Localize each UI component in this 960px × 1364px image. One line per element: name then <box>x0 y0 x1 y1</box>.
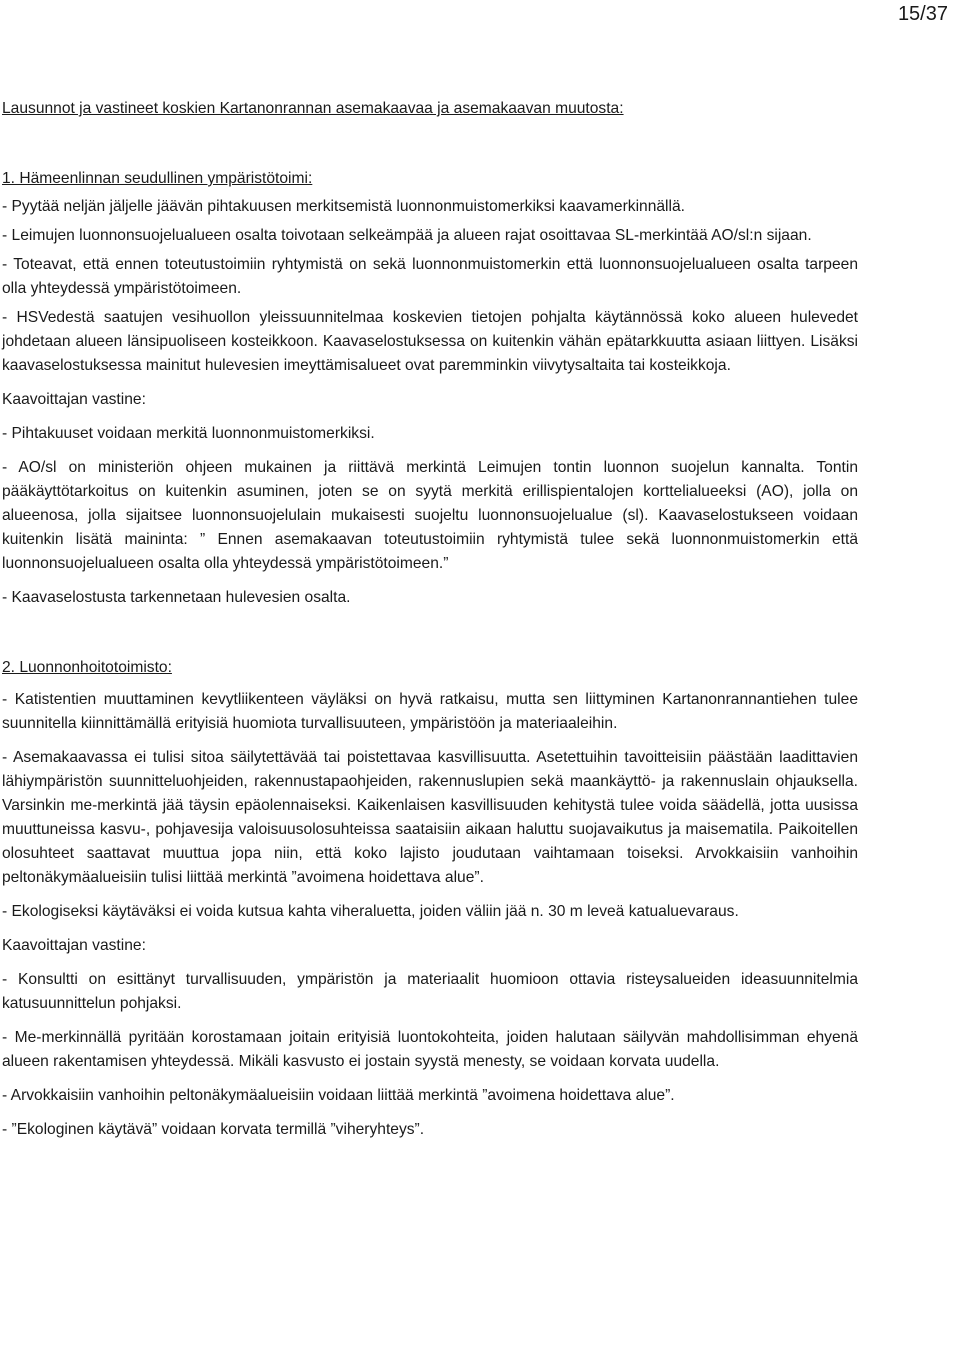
page-number: 15/37 <box>897 3 948 25</box>
response-paragraph: - Pihtakuuset voidaan merkitä luonnonmuistomerkiksi. <box>2 425 375 442</box>
response-paragraph: - Konsultti on esittänyt turvallisuuden, ympäristön ja materiaalit huomioon ottavia risteysalueiden ideasuunnitelmia katusuunnittelun pohjaksi. <box>2 971 858 1012</box>
section-title: 2. Luonnonhoitotoimisto: <box>2 659 172 676</box>
statement-paragraph: - Katistentien muuttaminen kevytliikenteen väyläksi on hyvä ratkaisu, mutta sen liittyminen Kartanonrannantiehen tulee suunnitella kiinnittämällä erityisiä huomiota turvallisuuteen, ympäristöön ja materiaaleihin. <box>2 691 858 732</box>
statement-paragraph: - Ekologiseksi käytäväksi ei voida kutsua kahta viheraluetta, joiden väliin jää n. 30 m leveä katualuevaraus. <box>2 903 739 920</box>
response-label: Kaavoittajan vastine: <box>2 937 146 954</box>
statement-paragraph: - HSVedestä saatujen vesihuollon yleissuunnitelmaa koskevien tietojen pohjalta käytännössä koko alueen hulevedet johdetaan alueen länsipuoliseen kosteikkoon. Kaavaselostuksessa on kuitenkin vähän epätarkkuutta asiaan liittyen. Lisäksi kaavaselostuksessa mainitut hulevesien imeyttämisalueet ovat paremminkin viivytysaltaita tai kosteikkoja. <box>2 309 858 374</box>
response-label: Kaavoittajan vastine: <box>2 391 146 408</box>
statement-paragraph: - Pyytää neljän jäljelle jäävän pihtakuusen merkitsemistä luonnonmuistomerkiksi kaavamerkinnällä. <box>2 198 685 215</box>
response-paragraph: - AO/sl on ministeriön ohjeen mukainen ja riittävä merkintä Leimujen tontin luonnon suojelun kannalta. Tontin pääkäyttötarkoitus on kuitenkin asuminen, joten se on syytä merkitä erillispientalojen korttelialueeksi (AO), jolla on alueenosa, jolla sijaitsee luonnonsuojelulain mukaisesti suojeltu luonnonsuojelualue (sl). Kaavaselostukseen voidaan kuitenkin lisätä maininta: ” Ennen asemakaavan toteutustoimiin ryhtymistä tulee sekä luonnonmuistomerkin että luonnonsuojelualueen osalta olla yhteydessä ympäristötoimeen.” <box>2 459 858 572</box>
response-paragraph: - ”Ekologinen käytävä” voidaan korvata termillä ”viheryhteys”. <box>2 1121 425 1138</box>
statement-paragraph: - Leimujen luonnonsuojelualueen osalta toivotaan selkeämpää ja alueen rajat osoittavaa SL-merkintää AO/sl:n sijaan. <box>2 227 812 244</box>
document-body <box>2 97 858 1142</box>
statement-paragraph: - Asemakaavassa ei tulisi sitoa säilytettävää tai poistettavaa kasvillisuutta. Asetettuihin tavoitteisiin päästään laadittavien lähiympäristön suunnitteluohjeiden, rakennustapaohjeiden, rakennuslupien sekä maankäyttö- ja rakennuslain ohjauksella. Varsinkin me-merkintä jää täysin epäolennaiseksi. Kaikenlaisen kasvillisuuden kehitystä tulee voida säädellä, jotta uusissa muuttuneissa kasvu-, pohjavesija valoisuusolosuhteissa saataisiin aikaan haluttu suojavaikutus ja maisematila. Paikoitellen olosuhteet saattavat muuttua jopa niin, että koko lajisto joudutaan vaihtamaan toiseksi. Arvokkaisiin vanhoihin peltonäkymäalueisiin tulisi liittää merkintä ”avoimena hoidettava alue”. <box>2 749 858 886</box>
response-paragraph: - Kaavaselostusta tarkennetaan hulevesien osalta. <box>2 589 351 606</box>
response-paragraph: - Me-merkinnällä pyritään korostamaan joitain erityisiä luontokohteita, joiden halutaan säilyvän mahdollisimman ehyenä alueen rakentamisen yhteydessä. Mikäli kasvusto ei jostain syystä menesty, se voidaan korvata uudella. <box>2 1029 858 1070</box>
response-paragraph: - Arvokkaisiin vanhoihin peltonäkymäalueisiin voidaan liittää merkintä ”avoimena hoidettava alue”. <box>2 1087 675 1104</box>
document-title: Lausunnot ja vastineet koskien Kartanonrannan asemakaavaa ja asemakaavan muutosta: <box>2 100 624 117</box>
statement-paragraph: - Toteavat, että ennen toteutustoimiin ryhtymistä on sekä luonnonmuistomerkin että luonnonsuojelualueen osalta tarpeen olla yhteydessä ympäristötoimeen. <box>2 256 858 297</box>
section-title: 1. Hämeenlinnan seudullinen ympäristötoimi: <box>2 170 313 187</box>
